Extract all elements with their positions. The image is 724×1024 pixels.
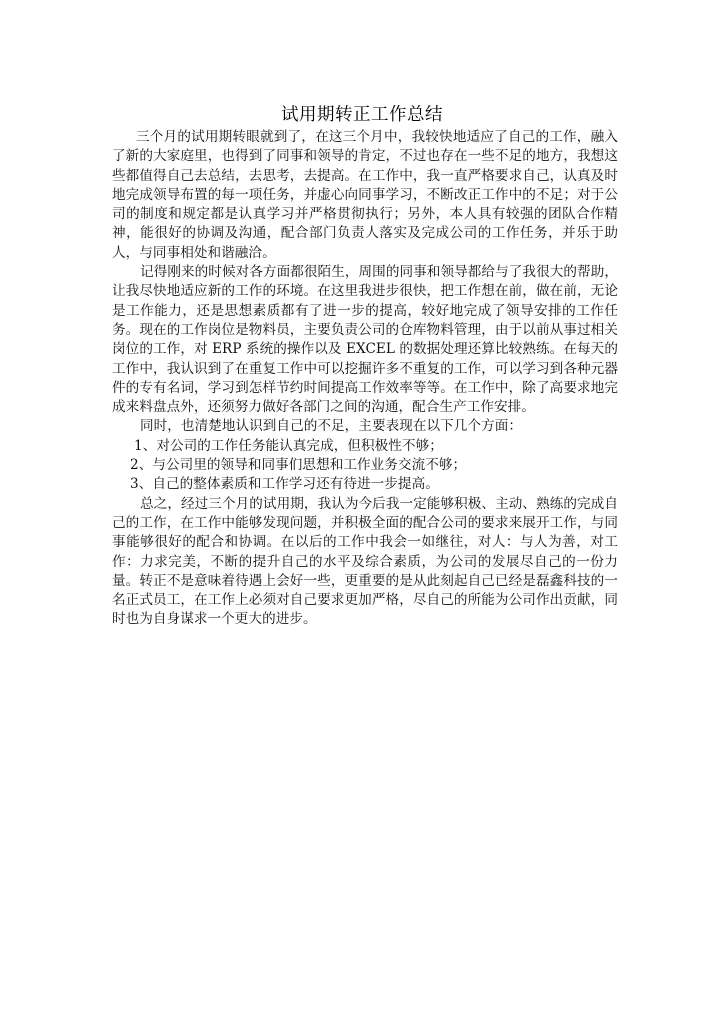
document-body: [112, 128, 618, 630]
paragraph-conclusion: 总之，经过三个月的试用期，我认为今后我一定能够积极、主动、熟练的完成自己的工作，在工作中能够发现问题，并积极全面的配合公司的要求来展开工作，与同事能够很好的配合和协调。在以后的工作中我会一如继往，对人：与人为善，对工作：力求完美，不断的提升自己的水平及综合素质，为公司的发展尽自己的一份力量。转正不是意味着待遇上会好一些，更重要的是从此刻起自己已经是磊鑫科技的一名正式员工，在工作上必须对自己要求更加严格，尽自己的所能为公司作出贡献，同时也为自身谋求一个更大的进步。: [112, 495, 618, 628]
document-title: 试用期转正工作总结: [281, 105, 443, 125]
list-item-shortcoming-1: 1、对公司的工作任务能认真完成，但积极性不够；: [134, 437, 443, 454]
list-item-shortcoming-3: 3、自己的整体素质和工作学习还有待进一步提高。: [130, 476, 439, 493]
paragraph-intro: 三个月的试用期转眼就到了，在这三个月中，我较快地适应了自己的工作，融入了新的大家庭里，也得到了同事和领导的肯定，不过也存在一些不足的地方，我想这些都值得自己去总结，去思考，去提高。在工作中，我一直严格要求自己，认真及时地完成领导布置的每一项任务，并虚心向同事学习，不断改正工作中的不足；对于公司的制度和规定都是认真学习并严格贯彻执行；另外，本人具有较强的团队合作精神，能很好的协调及沟通，配合部门负责人落实及完成公司的工作任务，并乐于助人，与同事相处和谐融洽。: [112, 129, 618, 261]
list-item-shortcoming-2: 2、与公司里的领导和同事们思想和工作业务交流不够；: [130, 457, 467, 474]
paragraph-shortcomings-intro: 同时，也清楚地认识到自己的不足，主要表现在以下几个方面：: [140, 418, 523, 435]
paragraph-experience: 记得刚来的时候对各方面都很陌生，周围的同事和领导都给与了我很大的帮助，让我尽快地适应新的工作的环境。在这里我进步很快，把工作想在前，做在前，无论是工作能力，还是思想素质都有了进一步的提高，较好地完成了领导安排的工作任务。现在的工作岗位是物料员，主要负责公司的仓库物料管理，由于以前从事过相关岗位的工作，对 ERP 系统的操作以及 EXCEL 的数据处理还算比较熟练。在每天的工作中，我认识到了在重复工作中可以挖掘许多不重复的工作，可以学习到各种元器件的专有名词，学习到怎样节约时间提高工作效率等等。在工作中，除了高要求地完成来料盘点外，还须努力做好各部门之间的沟通，配合生产工作安排。: [112, 264, 618, 416]
